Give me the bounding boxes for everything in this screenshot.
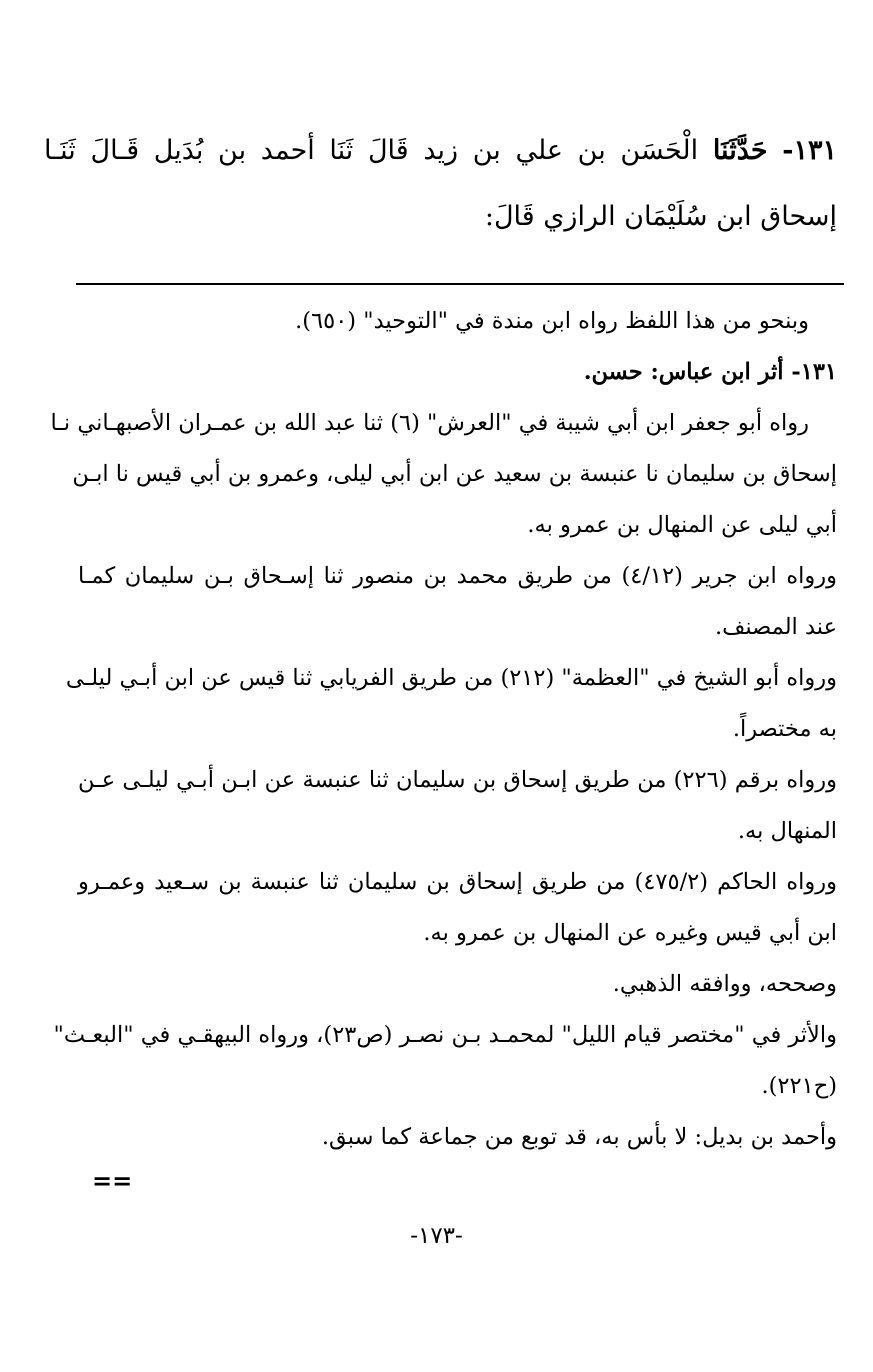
footnote-line: به مختصراً. <box>732 716 837 742</box>
page-number: -١٧٣- <box>410 1223 463 1249</box>
footnote-line: والأثر في "مختصر قيام الليل" لمحمـد بـن نصـر (ص٢٣)، ورواه البيهقـي في "البعـث" <box>53 1022 837 1048</box>
footnote-line: ورواه برقم (٢٢٦) من طريق إسحاق بن سليمان ثنا عنبسة عن ابـن أبـي ليلـى عـن <box>78 767 838 793</box>
main-hadith-text <box>44 118 837 250</box>
footnote-line: ورواه الحاكم (٤٧٥/٢) من طريق إسحاق بن سليمان ثنا عنبسة بن سـعيد وعمـرو <box>78 869 837 895</box>
hadith-number: ١٣١- <box>782 135 837 166</box>
footnote-intro: وبنحو من هذا اللفظ رواه ابن مندة في "التوحيد" (٦٥٠). <box>295 308 809 334</box>
footnote-separator <box>76 283 844 285</box>
footnote-line: عند المصنف. <box>714 614 837 640</box>
section-end-mark: == <box>92 1166 133 1195</box>
hadith-lead-word: حَدَّثَنَا <box>712 135 768 166</box>
footnote-line: ابن أبي قيس وغيره عن المنهال بن عمرو به. <box>423 920 837 946</box>
footnote-line: ورواه ابن جرير (٤/١٢) من طريق محمد بن منصور ثنا إسـحاق بـن سليمان كمـا <box>78 563 837 589</box>
footnote-line: (ح٢٢١). <box>761 1073 837 1099</box>
footnote-line: وصححه، ووافقه الذهبي. <box>612 971 837 997</box>
footnote-line: أبي ليلى عن المنهال بن عمرو به. <box>527 512 837 538</box>
footnote-line: إسحاق بن سليمان نا عنبسة بن سعيد عن ابن أبي ليلى، وعمرو بن أبي قيس نا ابـن <box>72 461 837 487</box>
footnote-line: وأحمد بن بديل: لا بأس به، قد توبع من جماعة كما سبق. <box>321 1124 837 1150</box>
footnote-line: ورواه أبو الشيخ في "العظمة" (٢١٢) من طريق الفريابي ثنا قيس عن ابن أبـي ليلـى <box>65 665 837 691</box>
footnote-heading: ١٣١- أثر ابن عباس: حسن. <box>583 359 837 385</box>
footnote-line: رواه أبو جعفر ابن أبي شيبة في "العرش" (٦) ثنا عبد الله بن عمـران الأصبهـاني نـا <box>50 410 809 436</box>
footnotes <box>50 296 838 1163</box>
hadith-chain-text: الْحَسَن بن علي بن زيد قَالَ ثَنَا أحمد بن بُدَيل قَـالَ ثَنَـا إسحاق ابن سُلَيْمَان الرازي قَالَ: <box>44 135 837 232</box>
footnote-line: المنهال به. <box>737 818 837 844</box>
